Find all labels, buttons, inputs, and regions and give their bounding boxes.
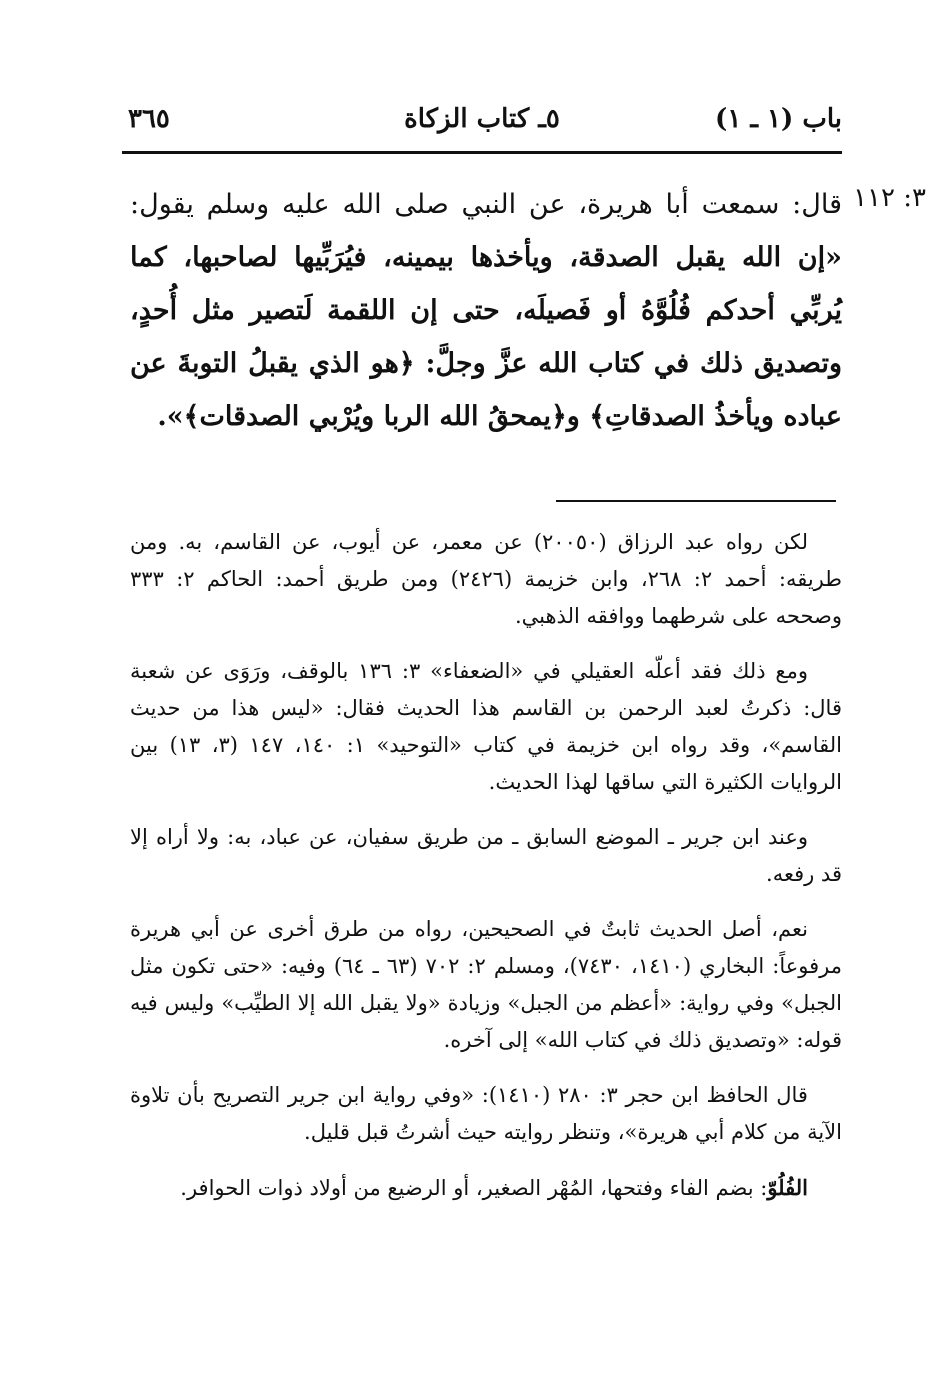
hadith-number: ٣: ١١٢ [853,183,926,213]
footnotes [130,524,842,1225]
hadith-text [130,178,842,443]
header-rule [122,151,842,154]
footnote-paragraph [130,819,842,893]
book-title: ٥ـ كتاب الزكاة [404,104,560,134]
page-header [122,100,842,146]
page-number: ٣٦٥ [128,104,170,134]
footnote-separator [556,500,836,502]
footnote-text: وعند ابن جرير ـ الموضع السابق ـ من طريق سفيان، عن عباد، به: ولا أراه إلا قد رفعه. [130,825,842,886]
footnote-text: قال الحافظ ابن حجر ٣: ٢٨٠ (١٤١٠): «وفي رواية ابن جرير التصريح بأن تلاوة الآية من كلام أبي هريرة»، وتنظر روايته حيث أشرتُ قبل قليل. [130,1083,842,1144]
footnote-paragraph [130,524,842,635]
glossary-definition: : بضم الفاء وفتحها، المُهْر الصغير، أو الرضيع من أولاد ذوات الحوافر. [180,1176,768,1200]
hadith-body: «إن الله يقبل الصدقة، ويأخذها بيمينه، فيُرَبِّيها لصاحبها، كما يُربِّي أحدكم فُلُوَّهُ أو فَصيلَه، حتى إن اللقمة لَتصير مثل أُحدٍ، وتصديق ذلك في كتاب الله عزَّ وجلَّ: ﴿هو الذي يقبلُ التوبةَ عن عباده ويأخذُ الصدقاتِ﴾ و﴿يمحقُ الله الربا ويُرْبي الصدقات﴾». [130,242,842,432]
chapter-reference: باب (١ ـ ١) [715,104,842,134]
footnote-text: ومع ذلك فقد أعلّه العقيلي في «الضعفاء» ٣: ١٣٦ بالوقف، ورَوَى عن شعبة قال: ذكرتُ لعبد الرحمن بن القاسم هذا الحديث فقال: «ليس هذا من حديث القاسم»، وقد رواه ابن خزيمة في كتاب «التوحيد» ١: ١٤٠، ١٤٧ (٣، ١٣) بين الروايات الكثيرة التي ساقها لهذا الحديث. [130,659,843,794]
hadith-lead: قال: سمعت أبا هريرة، عن النبي صلى الله عليه وسلم يقول: [130,189,842,220]
footnote-paragraph [130,1077,842,1151]
footnote-text: نعم، أصل الحديث ثابتٌ في الصحيحين، رواه من طرق أخرى عن أبي هريرة مرفوعاً: البخاري (١٤١٠، ٧٤٣٠)، ومسلم ٢: ٧٠٢ (٦٣ ـ ٦٤) وفيه: «حتى تكون مثل الجبل» وفي رواية: «أعظم من الجبل» وزيادة «ولا يقبل الله إلا الطيِّب» وليس فيه قوله: «وتصديق ذلك في كتاب الله» إلى آخره. [130,917,843,1052]
footnote-paragraph [130,653,842,801]
glossary-term: الفُلُوّ [767,1175,808,1200]
footnote-text: لكن رواه عبد الرزاق (٢٠٠٥٠) عن معمر، عن أيوب، عن القاسم، به. ومن طريقه: أحمد ٢: ٢٦٨، وابن خزيمة (٢٤٢٦) ومن طريق أحمد: الحاكم ٢: ٣٣٣ وصححه على شرطهما ووافقه الذهبي. [130,530,842,628]
footnote-paragraph [130,911,842,1059]
footnote-paragraph [130,1169,842,1207]
